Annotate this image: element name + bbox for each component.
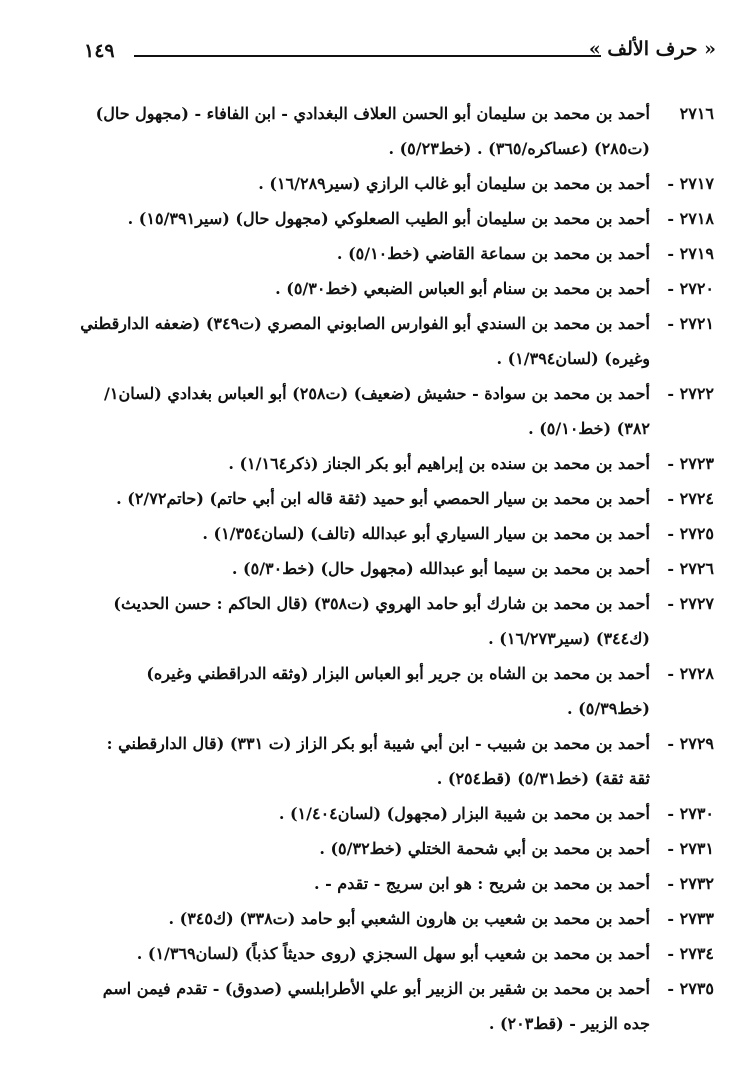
entry-number: ٢٧١٩ -	[667, 244, 714, 263]
entry-text: أحمد بن محمد بن سليمان أبو غالب الرازي (سير١٦/٢٨٩) .	[258, 174, 650, 193]
list-item	[80, 481, 714, 516]
entry-text: أحمد بن محمد بن سيار الحمصي أبو حميد (ثقة قاله ابن أبي حاتم) (حاتم٢/٧٢) .	[116, 489, 650, 508]
entry-text: أحمد بن محمد بن شريح : هو ابن سريج - تقدم - .	[313, 874, 650, 893]
entry-text: أحمد بن محمد بن شعيب أبو سهل السجزي (روى حديثاً كذباً) (لسان١/٣٦٩) .	[136, 944, 650, 963]
entry-number: ٢٧٢٨ -	[667, 664, 714, 683]
entry-number: ٢٧٢١ -	[667, 314, 714, 333]
entry-number: ٢٧١٧ -	[667, 174, 714, 193]
entry-text: أحمد بن محمد بن سليمان أبو الحسن العلاف البغدادي - ابن الفافاء - (مجهول حال) (ت٢٨٥) (عساكره/٣٦٥) . (خط٥/٢٣) .	[95, 104, 650, 158]
entry-text: أحمد بن محمد بن الشاه بن جرير أبو العباس البزار (وثقه الدراقطني وغيره) (خط٥/٣٩) .	[146, 664, 650, 718]
entry-number: ٢٧٢٣ -	[667, 454, 714, 473]
entry-number: ٢٧٢٤ -	[667, 489, 714, 508]
entry-number: ٢٧٢٦ -	[667, 559, 714, 578]
page-number: ١٤٩	[84, 40, 115, 62]
entry-number: ٢٧٢٥ -	[667, 524, 714, 543]
entry-number: ٢٧٣١ -	[667, 839, 714, 858]
list-item	[80, 166, 714, 201]
entry-number: ٢٧٣٠ -	[667, 804, 714, 823]
entry-number: ٢٧٣٢ -	[667, 874, 714, 893]
entry-number: ٢٧٢٠ -	[667, 279, 714, 298]
list-item	[80, 936, 714, 971]
entry-text: أحمد بن محمد بن شعيب بن هارون الشعبي أبو حامد (ت٣٣٨) (ك٣٤٥) .	[168, 909, 650, 928]
list-item	[80, 831, 714, 866]
entry-text: أحمد بن محمد بن السندي أبو الفوارس الصابوني المصري (ت٣٤٩) (ضعفه الدارقطني وغيره) (لسان١/٣٩٤) .	[80, 314, 650, 368]
list-item	[80, 96, 714, 166]
entry-text: أحمد بن محمد بن سماعة القاضي (خط٥/١٠) .	[336, 244, 650, 263]
page-header	[84, 38, 716, 68]
entry-text: أحمد بن محمد بن سوادة - حشيش (ضعيف) (ت٢٥٨) أبو العباس بغدادي (لسان١/ ٣٨٢) (خط٥/١٠) .	[104, 384, 650, 438]
entry-number: ٢٧٣٤ -	[667, 944, 714, 963]
entry-number: ٢٧١٦	[679, 104, 714, 123]
list-item	[80, 866, 714, 901]
entry-text: أحمد بن محمد بن سنام أبو العباس الضبعي (خط٥/٣٠) .	[275, 279, 650, 298]
list-item	[80, 306, 714, 376]
list-item	[80, 586, 714, 656]
entry-number: ٢٧٣٣ -	[667, 909, 714, 928]
entry-text: أحمد بن محمد بن أبي شحمة الختلي (خط٥/٣٢) .	[319, 839, 650, 858]
entry-number: ٢٧٢٧ -	[667, 594, 714, 613]
entry-text: أحمد بن محمد بن سنده بن إبراهيم أبو بكر الجناز (ذكر١/١٦٤) .	[228, 454, 650, 473]
list-item	[80, 656, 714, 726]
list-item	[80, 551, 714, 586]
list-item	[80, 516, 714, 551]
entry-list	[80, 96, 714, 1041]
list-item	[80, 901, 714, 936]
list-item	[80, 446, 714, 481]
entry-number: ٢٧١٨ -	[667, 209, 714, 228]
list-item	[80, 971, 714, 1041]
list-item	[80, 376, 714, 446]
entry-text: أحمد بن محمد بن سيار السياري أبو عبدالله (تالف) (لسان١/٣٥٤) .	[202, 524, 650, 543]
list-item	[80, 271, 714, 306]
entry-text: أحمد بن محمد بن شقير بن الزبير أبو علي الأطرابلسي (صدوق) - تقدم فيمن اسم جده الزبير - (قط٢٠٣) .	[102, 979, 650, 1033]
running-title: « حرف الألف »	[588, 38, 716, 60]
entry-text: أحمد بن محمد بن شيبة البزار (مجهول) (لسان١/٤٠٤) .	[278, 804, 650, 823]
header-rule	[134, 55, 601, 57]
entry-text: أحمد بن محمد بن سيما أبو عبدالله (مجهول حال) (خط٥/٣٠) .	[231, 559, 650, 578]
list-item	[80, 796, 714, 831]
entry-number: ٢٧٢٢ -	[667, 384, 714, 403]
list-item	[80, 236, 714, 271]
entry-text: أحمد بن محمد بن شارك أبو حامد الهروي (ت٣٥٨) (قال الحاكم : حسن الحديث) (ك٣٤٤) (سير١٦/٢٧٣) .	[113, 594, 650, 648]
list-item	[80, 201, 714, 236]
entry-number: ٢٧٣٥ -	[667, 979, 714, 998]
entry-number: ٢٧٢٩ -	[667, 734, 714, 753]
entry-text: أحمد بن محمد بن شبيب - ابن أبي شيبة أبو بكر الزاز (ت ٣٣١) (قال الدارقطني : ثقة ثقة) (خط٥/٣١) (قط٢٥٤) .	[106, 734, 650, 788]
list-item	[80, 726, 714, 796]
entry-text: أحمد بن محمد بن سليمان أبو الطيب الصعلوكي (مجهول حال) (سير١٥/٣٩١) .	[127, 209, 650, 228]
